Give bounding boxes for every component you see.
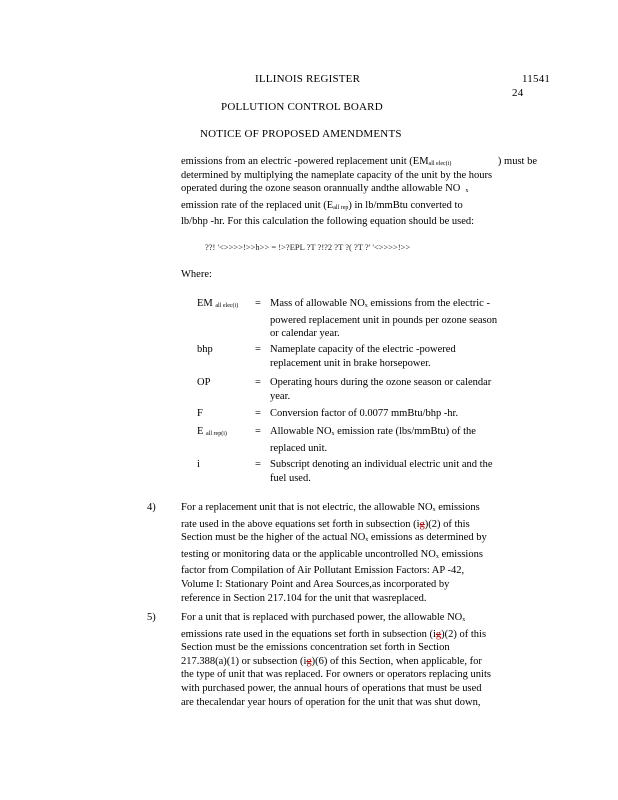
def-term-bhp: bhp — [197, 344, 213, 355]
item-5-line-4: 217.388(a)(1) or subsection (i — [181, 655, 307, 667]
def-bhp-line-1: Nameplate capacity of the electric -powered — [270, 344, 456, 355]
def-eq: = — [255, 459, 261, 470]
intro-line-3: operated during the ozone season orannually andthe allowable NO — [181, 183, 461, 195]
item-4-line-1-tail: emissions — [435, 502, 480, 513]
def-eq: = — [255, 408, 261, 419]
def-eq: = — [255, 426, 261, 437]
item-5-line-3: Section must be the emissions concentration set forth in Section — [181, 642, 450, 654]
item-5-line-2: emissions rate used in the equations set forth in subsection (i — [181, 628, 436, 640]
item-4-line-3-sub: x — [365, 537, 369, 544]
item-5-line-6: with purchased power, the annual hours of operations that must be used — [181, 682, 482, 694]
def-em-line-1: Mass of allowable NO — [270, 298, 365, 309]
page-number: 11541 — [522, 73, 551, 85]
def-term-op: OP — [197, 377, 211, 388]
item-5-line-1-sub: x — [462, 617, 466, 623]
item-4-line-5: factor from Compilation of Air Pollutant Emission Factors: AP -42, — [181, 565, 465, 577]
def-i-line-1: Subscript denoting an individual electric unit and the — [270, 459, 493, 470]
def-term-i: i — [197, 459, 200, 470]
intro-line-4: emission rate of the replaced unit (E — [181, 199, 334, 211]
item-4-line-2-tail: )(2) of this — [424, 518, 470, 530]
page-number-sub: 24 — [512, 87, 524, 99]
equation: ??! '<>>>>!>>h>> = !>?EPL ?T ?!?2 ?T ?( ?T ?' '<>>>>!>> — [205, 242, 411, 252]
item-5-paragraph — [181, 611, 537, 709]
notice-title: NOTICE OF PROPOSED AMENDMENTS — [200, 128, 402, 140]
def-em-line-2: powered replacement unit in pounds per ozone season — [270, 314, 498, 326]
intro-line-1-sub: all elec(i) — [428, 161, 452, 167]
def-eq: = — [255, 344, 261, 355]
item-number-5: 5) — [147, 612, 156, 623]
intro-line-2: determined by multiplying the nameplate capacity of the unit by the hours — [181, 169, 493, 181]
item-5-line-1: For a unit that is replaced with purchased power, the allowable NO — [181, 612, 463, 623]
def-i-line-2: fuel used. — [270, 472, 311, 484]
item-4-line-6: Volume I: Stationary Point and Area Sources,as incorporated by — [181, 578, 450, 590]
def-f-line-1: Conversion factor of 0.0077 mmBtu/bhp -hr. — [270, 408, 459, 419]
def-eq: = — [255, 377, 261, 388]
item-4-line-1-sub: x — [432, 507, 436, 513]
item-4-line-1: For a replacement unit that is not electric, the allowable NO — [181, 502, 433, 513]
def-e-line-1-sub: x — [331, 431, 335, 437]
item-4-paragraph — [181, 501, 537, 605]
def-bhp-line-2: replacement unit in brake horsepower. — [270, 357, 431, 369]
intro-line-1-tail: ) must be — [497, 156, 537, 167]
item-4-strike-mark: g — [419, 518, 425, 530]
item-5-line-5: the type of unit that was replaced. For owners or operators replacing units — [181, 669, 491, 681]
intro-paragraph — [181, 155, 537, 229]
where-label: Where: — [181, 269, 212, 280]
item-4-line-4: testing or monitoring data or the applicable uncontrolled NO — [181, 548, 436, 560]
item-4-line-4-tail: emissions — [438, 548, 483, 560]
intro-line-4-tail: ) in lb/mmBtu converted to — [348, 199, 463, 211]
register-title: ILLINOIS REGISTER — [255, 73, 361, 85]
def-op-line-2: year. — [270, 390, 291, 402]
def-em-line-3: or calendar year. — [270, 328, 340, 340]
item-5-line-4-tail: )(6) of this Section, when applicable, for — [311, 655, 482, 667]
def-term-e: E — [197, 426, 204, 437]
board-title: POLLUTION CONTROL BOARD — [221, 101, 383, 113]
item-4-line-2: rate used in the above equations set forth in subsection (i — [181, 518, 420, 530]
item-number-4: 4) — [147, 502, 156, 513]
def-term-f: F — [197, 408, 203, 419]
item-5-line-7: are thecalendar year hours of operation for the unit that was shut down, — [181, 696, 481, 708]
def-em-line-1-sub: x — [364, 303, 368, 309]
def-e-line-1-tail: emission rate (lbs/mmBtu) of the — [334, 426, 476, 437]
intro-line-1: emissions from an electric -powered replacement unit (EM — [181, 156, 429, 167]
item-4-line-3: Section must be the higher of the actual NO — [181, 532, 366, 544]
def-em-line-1-tail: emissions from the electric - — [367, 298, 490, 309]
item-5-strike-mark-2: g — [306, 655, 312, 667]
item-5-line-2-tail: )(2) of this — [441, 628, 487, 640]
def-term-em: EM — [197, 298, 213, 309]
intro-line-5: lb/bhp -hr. For this calculation the following equation should be used: — [181, 216, 475, 228]
def-e-line-1: Allowable NO — [270, 426, 332, 437]
def-e-line-2: replaced unit. — [270, 442, 328, 454]
def-term-e-sub: all rep(i) — [206, 431, 227, 437]
item-4-line-4-sub: x — [435, 553, 439, 560]
def-eq: = — [255, 298, 261, 309]
def-op-line-1: Operating hours during the ozone season or calendar — [270, 377, 492, 388]
def-term-em-sub: all elec(i) — [215, 303, 239, 309]
intro-line-4-sub: all rep — [333, 204, 349, 211]
item-4-line-3-tail: emissions as determined by — [368, 532, 487, 544]
item-4-line-7: reference in Section 217.104 for the unit that wasreplaced. — [181, 592, 427, 604]
item-5-strike-mark: g — [435, 628, 442, 640]
intro-line-3-sub: x — [465, 188, 469, 195]
